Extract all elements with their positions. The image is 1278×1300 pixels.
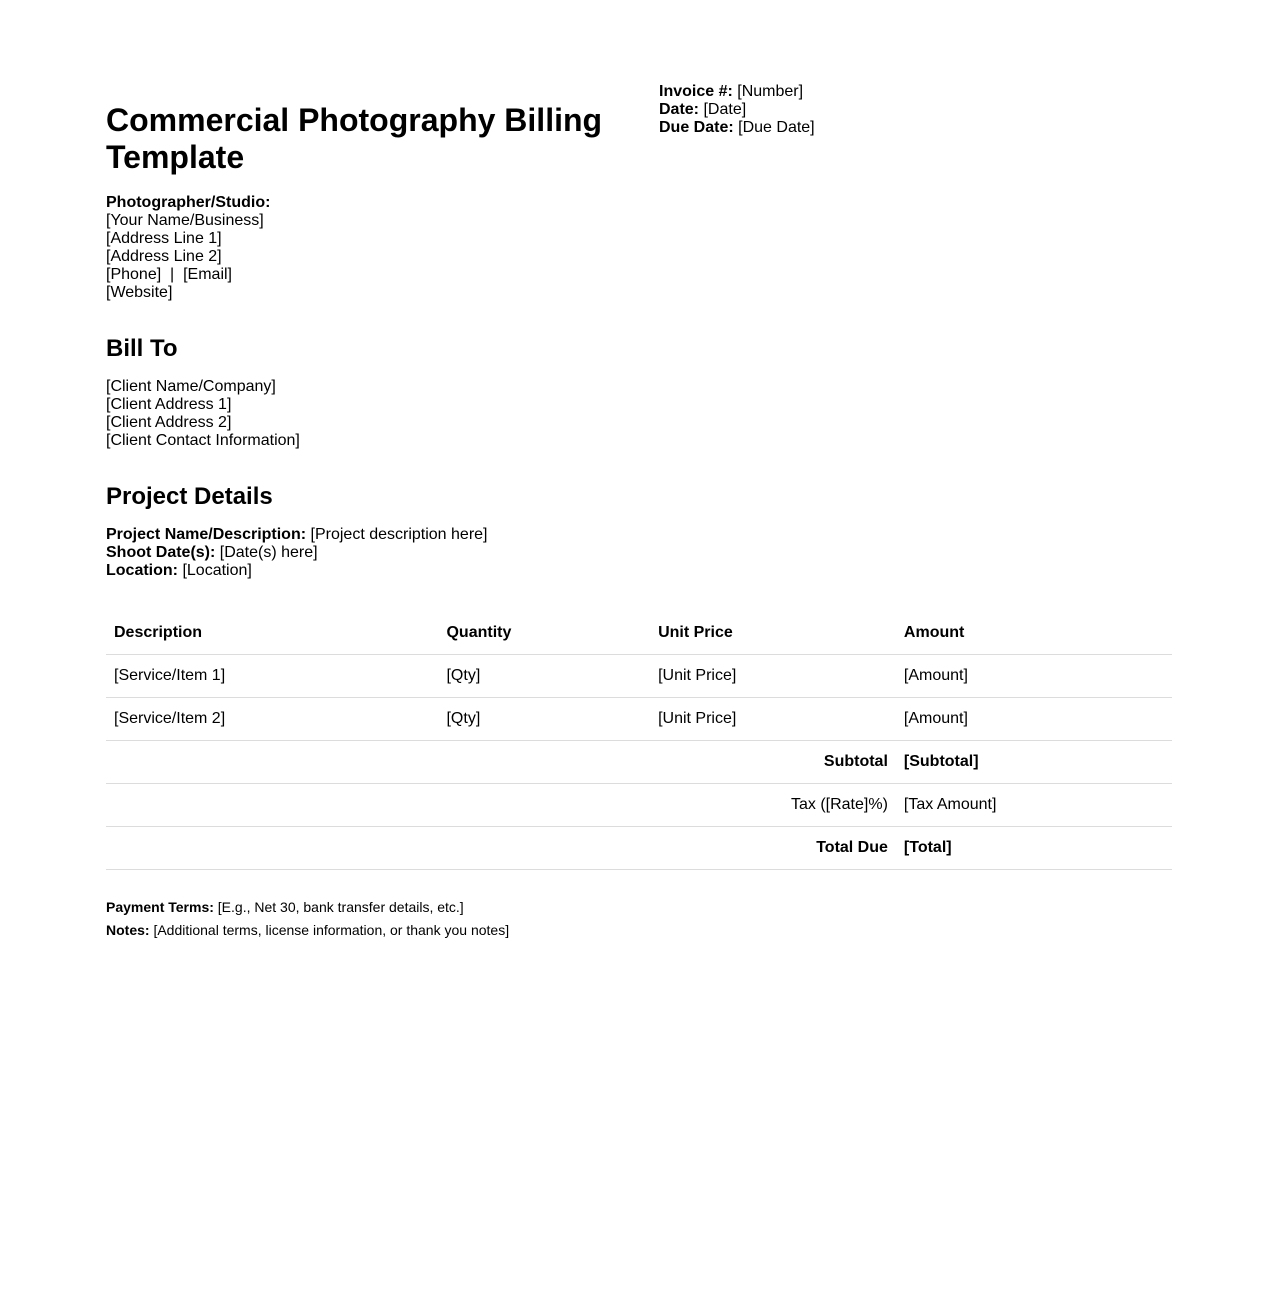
location-line (106, 562, 488, 580)
photographer-website: [Website] (106, 284, 173, 301)
project-name-value: [Project description here] (310, 526, 488, 543)
payment-terms-line (106, 896, 509, 919)
photographer-info (106, 194, 270, 302)
invoice-due-date-line (659, 119, 815, 137)
location-label: Location: (106, 562, 178, 579)
subtotal-value: [Subtotal] (896, 741, 1172, 784)
subtotal-row (106, 741, 1172, 784)
client-address-1: [Client Address 1] (106, 396, 232, 413)
payment-terms-value: [E.g., Net 30, bank transfer details, etc.] (217, 899, 464, 915)
notes-label: Notes: (106, 922, 150, 938)
client-contact: [Client Contact Information] (106, 432, 300, 449)
photographer-address-2: [Address Line 2] (106, 248, 222, 265)
header-amount: Amount (896, 612, 1172, 655)
row-description: [Service/Item 2] (106, 698, 438, 741)
row-quantity: [Qty] (438, 698, 650, 741)
invoice-number-line (659, 83, 815, 101)
photographer-contact: [Phone] | [Email] (106, 266, 232, 283)
invoice-number-value: [Number] (737, 83, 804, 100)
invoice-date-value: [Date] (703, 101, 747, 118)
header-description: Description (106, 612, 438, 655)
invoice-header (106, 0, 1172, 190)
invoice-page (106, 0, 1172, 938)
total-due-label: Total Due (106, 827, 896, 870)
project-details-heading: Project Details (106, 483, 273, 510)
invoice-meta (659, 83, 815, 137)
header-quantity: Quantity (438, 612, 650, 655)
subtotal-label: Subtotal (106, 741, 896, 784)
tax-value: [Tax Amount] (896, 784, 1172, 827)
shoot-dates-value: [Date(s) here] (219, 544, 318, 561)
row-unit-price: [Unit Price] (650, 698, 896, 741)
photographer-label: Photographer/Studio: (106, 194, 271, 211)
header-unit-price: Unit Price (650, 612, 896, 655)
location-value: [Location] (182, 562, 252, 579)
notes-line (106, 919, 509, 942)
row-quantity: [Qty] (438, 655, 650, 698)
client-name: [Client Name/Company] (106, 378, 276, 395)
bill-to-info (106, 378, 300, 450)
notes-value: [Additional terms, license information, or thank you notes] (153, 922, 510, 938)
shoot-dates-line (106, 544, 488, 562)
tax-label: Tax ([Rate]%) (106, 784, 896, 827)
invoice-due-date-label: Due Date: (659, 119, 734, 136)
project-name-line (106, 526, 488, 544)
shoot-dates-label: Shoot Date(s): (106, 544, 216, 561)
table-header-row (106, 612, 1172, 655)
bill-to-heading: Bill To (106, 335, 178, 362)
photographer-address-1: [Address Line 1] (106, 230, 222, 247)
row-description: [Service/Item 1] (106, 655, 438, 698)
project-details (106, 526, 488, 580)
invoice-due-date-value: [Due Date] (738, 119, 815, 136)
payment-terms-label: Payment Terms: (106, 899, 214, 915)
invoice-number-label: Invoice #: (659, 83, 733, 100)
total-row (106, 827, 1172, 870)
document-title: Commercial Photography Billing Template (106, 102, 603, 175)
invoice-footer (106, 896, 509, 942)
row-amount: [Amount] (896, 698, 1172, 741)
tax-row (106, 784, 1172, 827)
project-name-label: Project Name/Description: (106, 526, 307, 543)
row-unit-price: [Unit Price] (650, 655, 896, 698)
client-address-2: [Client Address 2] (106, 414, 232, 431)
line-items-table (106, 612, 1172, 870)
table-row (106, 698, 1172, 741)
row-amount: [Amount] (896, 655, 1172, 698)
table-row (106, 655, 1172, 698)
invoice-date-line (659, 101, 815, 119)
photographer-name: [Your Name/Business] (106, 212, 264, 229)
invoice-date-label: Date: (659, 101, 700, 118)
total-due-value: [Total] (896, 827, 1172, 870)
